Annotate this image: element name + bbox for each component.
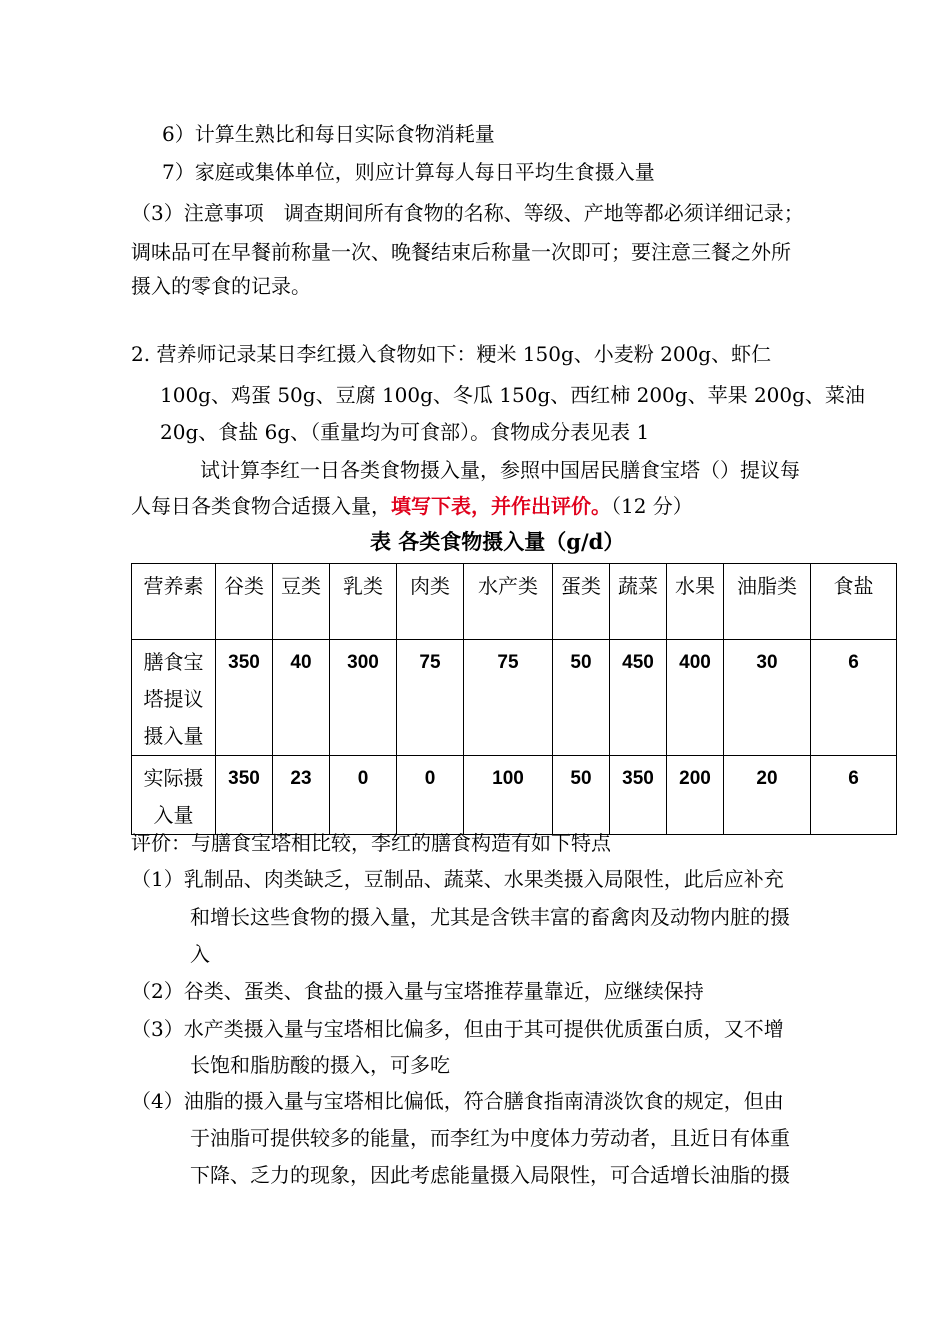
header-cell: 水产类 (464, 564, 553, 640)
table-cell: 50 (553, 640, 610, 756)
table-cell: 75 (397, 640, 464, 756)
table-cell: 30 (724, 640, 811, 756)
header-cell: 食盐 (811, 564, 897, 640)
notes-line-1: （3）注意事项 调查期间所有食物的名称、等级、产地等都必须详细记录； (131, 201, 804, 225)
table-cell: 50 (553, 756, 610, 835)
table-cell: 300 (330, 640, 397, 756)
notes-line-2: 调味品可在早餐前称量一次、晚餐结束后称量一次即可；要注意三餐之外所 (131, 240, 791, 264)
table-row (132, 756, 897, 835)
table-cell: 6 (811, 640, 897, 756)
table-cell: 350 (216, 756, 273, 835)
row-label: 实际摄入量 (132, 756, 216, 835)
evaluation-point-1-cont: 和增长这些食物的摄入量，尤其是含铁丰富的畜禽肉及动物内脏的摄 (190, 905, 790, 929)
table-title: 表 各类食物摄入量（g/d） (370, 529, 625, 554)
table-cell: 350 (216, 640, 273, 756)
question-line-4: 试计算李红一日各类食物摄入量，参照中国居民膳食宝塔（）提议每 (200, 458, 800, 482)
table-cell: 40 (273, 640, 330, 756)
evaluation-point-4-cont-2: 下降、乏力的现象，因此考虑能量摄入局限性，可合适增长油脂的摄 (190, 1163, 790, 1187)
header-cell: 乳类 (330, 564, 397, 640)
row-label: 膳食宝塔提议摄入量 (132, 640, 216, 756)
question-line-2: 100g、鸡蛋 50g、豆腐 100g、冬瓜 150g、西红柿 200g、苹果 200g、菜油 (160, 383, 865, 407)
table-cell: 20 (724, 756, 811, 835)
question-line-5 (131, 492, 693, 520)
evaluation-point-1: （1）乳制品、肉类缺乏，豆制品、蔬菜、水果类摄入局限性，此后应补充 (131, 867, 784, 891)
evaluation-point-4-cont: 于油脂可提供较多的能量，而李红为中度体力劳动者，且近日有体重 (190, 1126, 790, 1150)
header-cell: 蛋类 (553, 564, 610, 640)
table-cell: 100 (464, 756, 553, 835)
question-line-1: 2. 营养师记录某日李红摄入食物如下：粳米 150g、小麦粉 200g、虾仁 (131, 342, 772, 366)
header-cell: 肉类 (397, 564, 464, 640)
evaluation-point-3: （3）水产类摄入量与宝塔相比偏多，但由于其可提供优质蛋白质，又不增 (131, 1017, 784, 1041)
table-cell: 400 (667, 640, 724, 756)
table-cell: 75 (464, 640, 553, 756)
header-cell: 营养素 (132, 564, 216, 640)
step-6-text: 6）计算生熟比和每日实际食物消耗量 (162, 122, 495, 146)
table-row (132, 640, 897, 756)
question-line-5-text: 人每日各类食物合适摄入量， (131, 494, 391, 518)
header-cell: 水果 (667, 564, 724, 640)
evaluation-point-3-cont: 长饱和脂肪酸的摄入，可多吃 (190, 1053, 450, 1077)
table-cell: 6 (811, 756, 897, 835)
header-cell: 油脂类 (724, 564, 811, 640)
evaluation-point-4: （4）油脂的摄入量与宝塔相比偏低，符合膳食指南清淡饮食的规定，但由 (131, 1089, 784, 1113)
step-7-text: 7）家庭或集体单位，则应计算每人每日平均生食摄入量 (162, 160, 655, 184)
notes-line-3: 摄入的零食的记录。 (131, 274, 311, 298)
evaluation-point-1-end: 入 (190, 942, 210, 966)
score-label: （12 分） (611, 494, 693, 518)
evaluation-intro: 评价：与膳食宝塔相比较，李红的膳食构造有如下特点 (131, 831, 611, 855)
food-intake-table (131, 563, 897, 835)
evaluation-point-2: （2）谷类、蛋类、食盐的摄入量与宝塔推荐量靠近，应继续保持 (131, 979, 704, 1003)
table-cell: 450 (610, 640, 667, 756)
table-cell: 200 (667, 756, 724, 835)
table-cell: 0 (330, 756, 397, 835)
question-line-3: 20g、食盐 6g、（重量均为可食部）。食物成分表见表 1 (160, 420, 650, 444)
header-cell: 谷类 (216, 564, 273, 640)
table-cell: 23 (273, 756, 330, 835)
table-header-row (132, 564, 897, 640)
header-cell: 蔬菜 (610, 564, 667, 640)
header-cell: 豆类 (273, 564, 330, 640)
fill-table-instruction: 填写下表，并作出评价。 (391, 494, 611, 518)
table-cell: 0 (397, 756, 464, 835)
table-cell: 350 (610, 756, 667, 835)
